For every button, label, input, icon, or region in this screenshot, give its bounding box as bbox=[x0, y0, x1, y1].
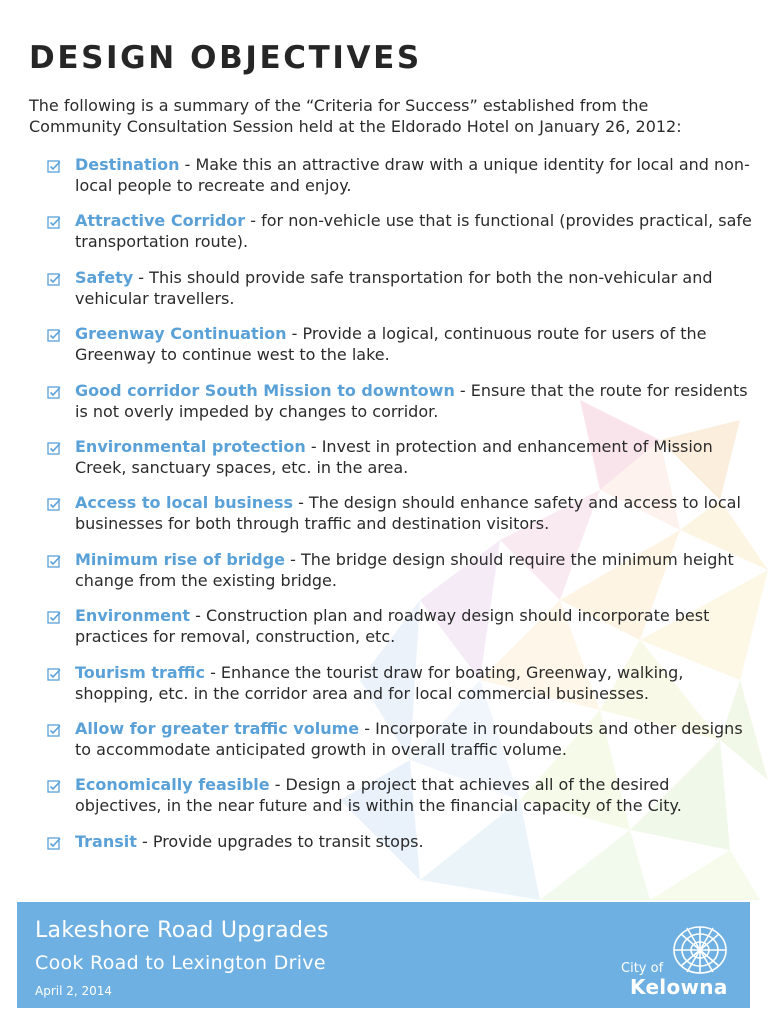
objective-title: Transit bbox=[75, 831, 137, 851]
objective-description: - Ensure that the route for residents is not overly impeded by changes to corridor. bbox=[75, 380, 748, 421]
objective-description: - Incorporate in roundabouts and other designs to accommodate anticipated growth in overall traffic volume. bbox=[75, 718, 743, 759]
objective-title: Good corridor South Mission to downtown bbox=[75, 380, 455, 400]
objective-item bbox=[0, 831, 768, 887]
objective-title: Tourism traffic bbox=[75, 662, 205, 682]
checked-box-icon bbox=[47, 441, 62, 456]
checked-box-icon bbox=[47, 215, 62, 230]
checked-box-icon bbox=[47, 610, 62, 625]
objective-title: Access to local business bbox=[75, 493, 293, 513]
checked-box-icon bbox=[47, 497, 62, 512]
objective-description: - Provide upgrades to transit stops. bbox=[136, 831, 424, 851]
footer-banner bbox=[17, 902, 750, 1008]
objective-item bbox=[0, 380, 768, 436]
logo-city-text: City of bbox=[621, 961, 664, 976]
checked-box-icon bbox=[47, 328, 62, 343]
checked-box-icon bbox=[47, 779, 62, 794]
objective-item bbox=[0, 436, 768, 492]
objective-text bbox=[75, 662, 755, 704]
logo-name-text: Kelowna bbox=[630, 975, 728, 999]
objective-text bbox=[75, 436, 755, 478]
footer-project-subtitle: Cook Road to Lexington Drive bbox=[35, 952, 326, 974]
kelowna-logo-icon bbox=[669, 924, 731, 976]
objective-description: - Enhance the tourist draw for boating, Greenway, walking, shopping, etc. in the corridor area and for local commercial businesses. bbox=[75, 662, 684, 703]
objective-item bbox=[0, 323, 768, 379]
checked-box-icon bbox=[47, 723, 62, 738]
footer-date: April 2, 2014 bbox=[35, 984, 113, 998]
intro-paragraph: The following is a summary of the “Criteria for Success” established from the Community Consultation Session held at the Eldorado Hotel on January 26, 2012: bbox=[29, 96, 682, 136]
objective-text bbox=[75, 267, 755, 309]
objective-item bbox=[0, 210, 768, 266]
objective-text bbox=[75, 210, 755, 252]
objective-description: - Invest in protection and enhancement of Mission Creek, sanctuary spaces, etc. in the area. bbox=[75, 436, 713, 477]
objective-text bbox=[75, 492, 755, 534]
objective-title: Allow for greater traffic volume bbox=[75, 718, 360, 738]
objective-title: Environment bbox=[75, 606, 191, 626]
objective-title: Safety bbox=[75, 267, 134, 287]
objective-title: Environmental protection bbox=[75, 436, 306, 456]
objective-description: - Design a project that achieves all of the desired objectives, in the near future and is within the financial capacity of the City. bbox=[75, 775, 682, 816]
objective-description: - Construction plan and roadway design should incorporate best practices for removal, construction, etc. bbox=[75, 606, 710, 647]
objective-item bbox=[0, 718, 768, 774]
objective-description: - Provide a logical, continuous route for users of the Greenway to continue west to the lake. bbox=[75, 324, 707, 365]
checked-box-icon bbox=[47, 554, 62, 569]
objective-description: - for non-vehicle use that is functional (provides practical, safe transportation route). bbox=[75, 211, 752, 252]
objective-item bbox=[0, 492, 768, 548]
objective-text bbox=[75, 549, 755, 591]
objective-item bbox=[0, 549, 768, 605]
objective-item bbox=[0, 154, 768, 210]
objective-text bbox=[75, 154, 755, 196]
objective-description: - The design should enhance safety and access to local businesses for both through traffic and destination visitors. bbox=[75, 493, 741, 534]
objective-title: Minimum rise of bridge bbox=[75, 549, 286, 569]
kelowna-logo bbox=[617, 924, 737, 1004]
checked-box-icon bbox=[47, 836, 62, 851]
objective-description: - The bridge design should require the minimum height change from the existing bridge. bbox=[75, 549, 734, 590]
objective-title: Attractive Corridor bbox=[75, 211, 246, 231]
objective-text bbox=[75, 831, 755, 852]
checked-box-icon bbox=[47, 667, 62, 682]
checked-box-icon bbox=[47, 272, 62, 287]
objective-title: Greenway Continuation bbox=[75, 324, 287, 344]
objective-title: Destination bbox=[75, 155, 180, 174]
checked-box-icon bbox=[47, 159, 62, 174]
objective-text bbox=[75, 718, 755, 760]
objective-text bbox=[75, 380, 755, 422]
objective-text bbox=[75, 323, 755, 365]
objective-item bbox=[0, 662, 768, 718]
objective-item bbox=[0, 605, 768, 661]
objective-item bbox=[0, 774, 768, 830]
page-title: DESIGN OBJECTIVES bbox=[29, 40, 422, 76]
objective-text bbox=[75, 605, 755, 647]
objective-description: - This should provide safe transportation for both the non-vehicular and vehicular travellers. bbox=[75, 267, 713, 308]
objectives-list bbox=[0, 154, 768, 887]
objective-title: Economically feasible bbox=[75, 775, 270, 795]
objective-description: - Make this an attractive draw with a unique identity for local and non-local people to recreate and enjoy. bbox=[75, 155, 750, 195]
footer-project-title: Lakeshore Road Upgrades bbox=[35, 918, 329, 943]
objective-item bbox=[0, 267, 768, 323]
objective-text bbox=[75, 774, 755, 816]
checked-box-icon bbox=[47, 385, 62, 400]
